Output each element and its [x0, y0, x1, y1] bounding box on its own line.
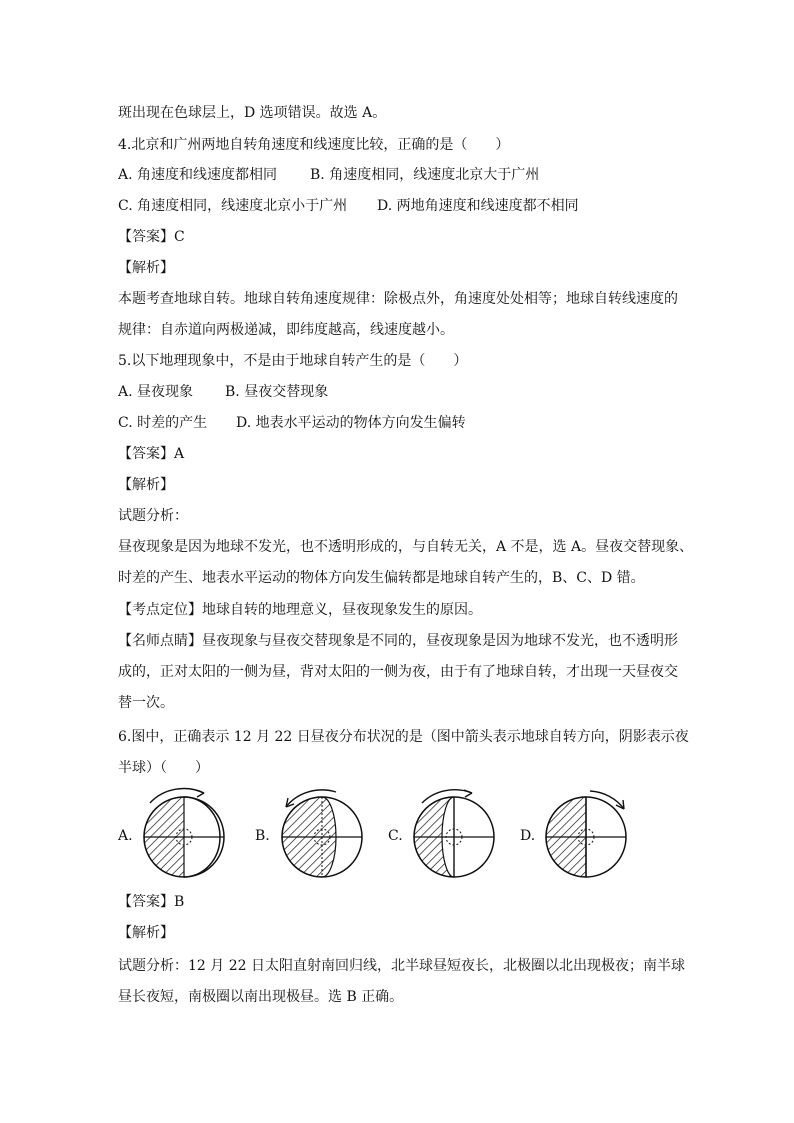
text-line: 时差的产生、地表水平运动的物体方向发生偏转都是地球自转产生的，B、C、D 错。	[118, 570, 645, 586]
q4-option-c: C. 角速度相同，线速度北京小于广州	[118, 198, 348, 214]
globe-d-diagram	[536, 785, 636, 890]
q6-label-a: A.	[118, 828, 133, 844]
text-line: 斑出现在色球层上，D 选项错误。故选 A。	[118, 105, 387, 121]
q5-option-a: A. 昼夜现象	[118, 384, 194, 400]
text-line: 半球）（ ）	[118, 760, 209, 776]
answer-label: 【答案】C	[118, 229, 185, 245]
globe-b-diagram	[272, 785, 372, 890]
globe-c-diagram	[404, 785, 504, 890]
analysis-label: 【解析】	[118, 260, 174, 276]
answer-label: 【答案】B	[118, 894, 185, 910]
question-5: 5.以下地理现象中，不是由于地球自转产生的是（ ）	[118, 353, 468, 369]
analysis-label: 【解析】	[118, 925, 174, 941]
question-4: 4.北京和广州两地自转角速度和线速度比较，正确的是（ ）	[118, 137, 510, 153]
text-line: 本题考查地球自转。地球自转角速度规律：除极点外，角速度处处相等；地球自转线速度的	[118, 291, 678, 307]
text-line: 试题分析：	[118, 508, 188, 524]
analysis-label: 【解析】	[118, 477, 174, 493]
q5-option-b: B. 昼夜交替现象	[225, 384, 329, 400]
text-line: 【考点定位】地球自转的地理意义，昼夜现象发生的原因。	[118, 602, 482, 618]
q5-option-d: D. 地表水平运动的物体方向发生偏转	[236, 415, 466, 431]
text-line: 规律：自赤道向两极递减，即纬度越高，线速度越小。	[118, 322, 454, 338]
q4-option-d: D. 两地角速度和线速度都不相同	[377, 198, 579, 214]
q6-label-c: C.	[388, 828, 403, 844]
q4-option-a: A. 角速度和线速度都相同	[118, 167, 278, 183]
q6-label-d: D.	[520, 828, 536, 844]
text-line: 替一次。	[118, 695, 174, 711]
text-line: 昼长夜短，南极圈以南出现极昼。选 B 正确。	[118, 989, 404, 1005]
q5-option-c: C. 时差的产生	[118, 415, 208, 431]
globe-a-diagram	[134, 785, 234, 890]
text-line: 试题分析：12 月 22 日太阳直射南回归线，北半球昼短夜长，北极圈以北出现极夜；南半球	[118, 958, 685, 974]
q4-option-b: B. 角速度相同，线速度北京大于广州	[310, 167, 540, 183]
answer-label: 【答案】A	[118, 446, 185, 462]
text-line: 成的，正对太阳的一侧为昼，背对太阳的一侧为夜，由于有了地球自转，才出现一天昼夜交	[118, 664, 678, 680]
text-line: 昼夜现象是因为地球不发光，也不透明形成的，与自转无关，A 不是，选 A。昼夜交替现象、	[118, 539, 694, 555]
q6-label-b: B.	[255, 828, 270, 844]
question-6: 6.图中，正确表示 12 月 22 日昼夜分布状况的是（图中箭头表示地球自转方向，阴影表示夜	[118, 729, 689, 745]
text-line: 【名师点睛】昼夜现象与昼夜交替现象是不同的，昼夜现象是因为地球不发光，也不透明形	[118, 633, 678, 649]
